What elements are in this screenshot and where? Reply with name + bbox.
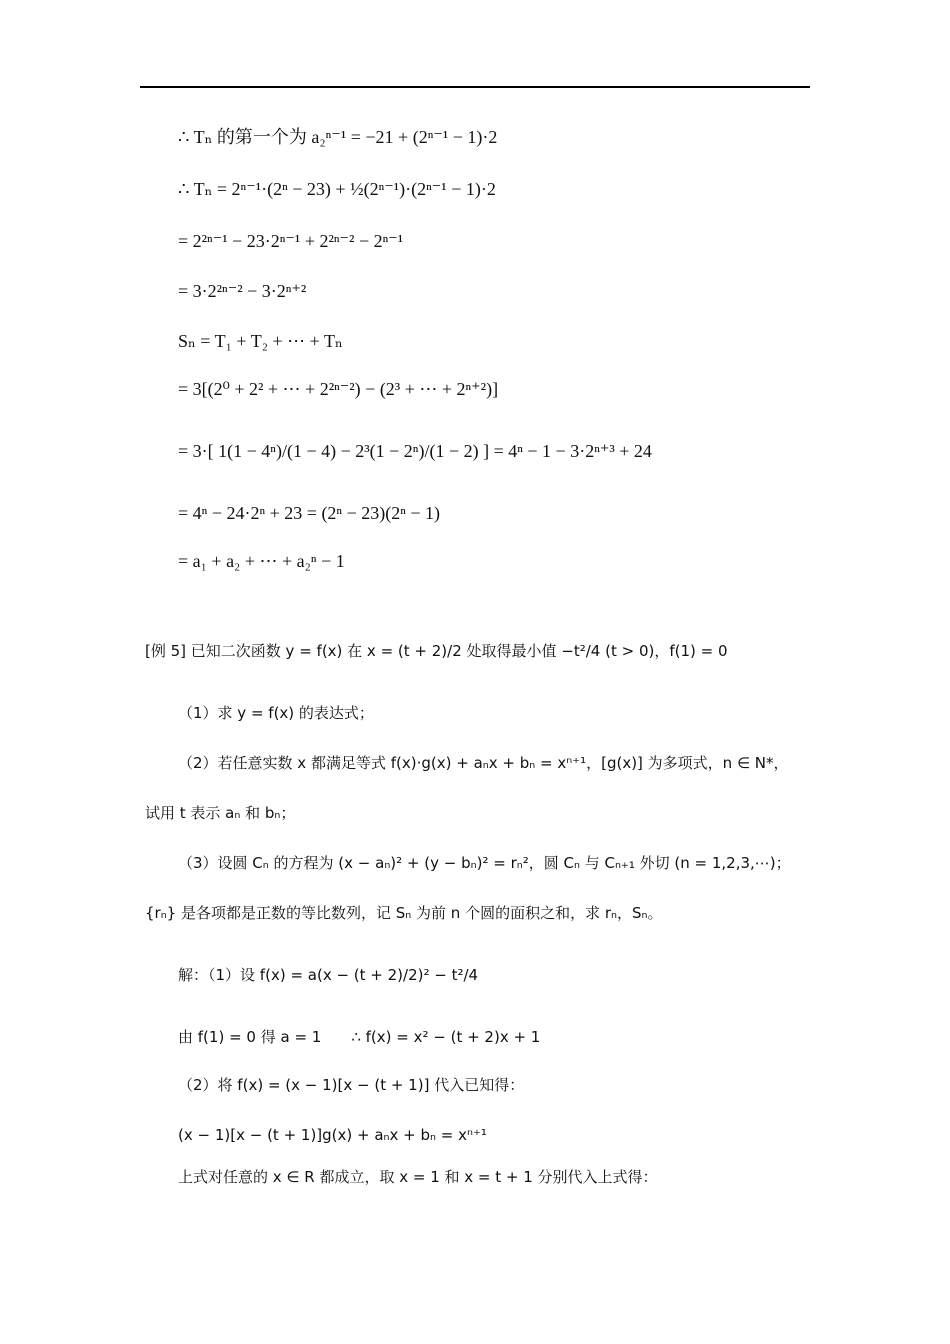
- text-line: (x − 1)[x − (t + 1)]g(x) + aₙx + bₙ = xⁿ⁺¹: [178, 1126, 487, 1144]
- text-line: ∴ Tₙ = 2ⁿ⁻¹·(2ⁿ − 23) + ½(2ⁿ⁻¹)·(2ⁿ⁻¹ − 1)·2: [178, 179, 496, 199]
- text-line: 由 f(1) = 0 得 a = 1 ∴ f(x) = x² − (t + 2)x + 1: [178, 1028, 541, 1046]
- header-rule: [140, 86, 810, 88]
- text-line: Sₙ = T₁ + T₂ + ⋯ + Tₙ: [178, 331, 343, 351]
- text-line: = 2²ⁿ⁻¹ − 23·2ⁿ⁻¹ + 2²ⁿ⁻² − 2ⁿ⁻¹: [178, 231, 404, 251]
- text-line: = 3[(2⁰ + 2² + ⋯ + 2²ⁿ⁻²) − (2³ + ⋯ + 2ⁿ⁺²)]: [178, 379, 499, 399]
- text-line: 试用 t 表示 aₙ 和 bₙ；: [145, 804, 296, 822]
- text-line: = 4ⁿ − 24·2ⁿ + 23 = (2ⁿ − 23)(2ⁿ − 1): [178, 503, 441, 523]
- text-line: 上式对任意的 x ∈ R 都成立，取 x = 1 和 x = t + 1 分别代入上式得：: [178, 1168, 658, 1186]
- text-line: ∴ Tₙ 的第一个为 a₂ⁿ⁻¹ = −21 + (2ⁿ⁻¹ − 1)·2: [178, 127, 498, 147]
- text-line: （2）若任意实数 x 都满足等式 f(x)·g(x) + aₙx + bₙ = xⁿ⁺¹，[g(x)] 为多项式，n ∈ N*，: [178, 754, 789, 772]
- text-line: {rₙ} 是各项都是正数的等比数列，记 Sₙ 为前 n 个圆的面积之和，求 rₙ，Sₙ。: [145, 904, 663, 922]
- text-line: = a₁ + a₂ + ⋯ + a₂ⁿ − 1: [178, 551, 345, 571]
- text-line: （1）求 y = f(x) 的表达式；: [178, 704, 374, 722]
- text-line: （3）设圆 Cₙ 的方程为 (x − aₙ)² + (y − bₙ)² = rₙ²，圆 Cₙ 与 Cₙ₊₁ 外切 (n = 1,2,3,⋯)；: [178, 854, 791, 872]
- text-line: = 3·[ 1(1 − 4ⁿ)/(1 − 4) − 2³(1 − 2ⁿ)/(1 − 2) ] = 4ⁿ − 1 − 3·2ⁿ⁺³ + 24: [178, 441, 652, 461]
- example-heading: [例 5] 已知二次函数 y = f(x) 在 x = (t + 2)/2 处取得最小值 −t²/4 (t > 0)，f(1) = 0: [145, 642, 728, 660]
- text-line: （2）将 f(x) = (x − 1)[x − (t + 1)] 代入已知得：: [178, 1076, 525, 1094]
- text-line: = 3·2²ⁿ⁻² − 3·2ⁿ⁺²: [178, 281, 307, 301]
- text-line: 解：（1）设 f(x) = a(x − (t + 2)/2)² − t²/4: [178, 966, 479, 984]
